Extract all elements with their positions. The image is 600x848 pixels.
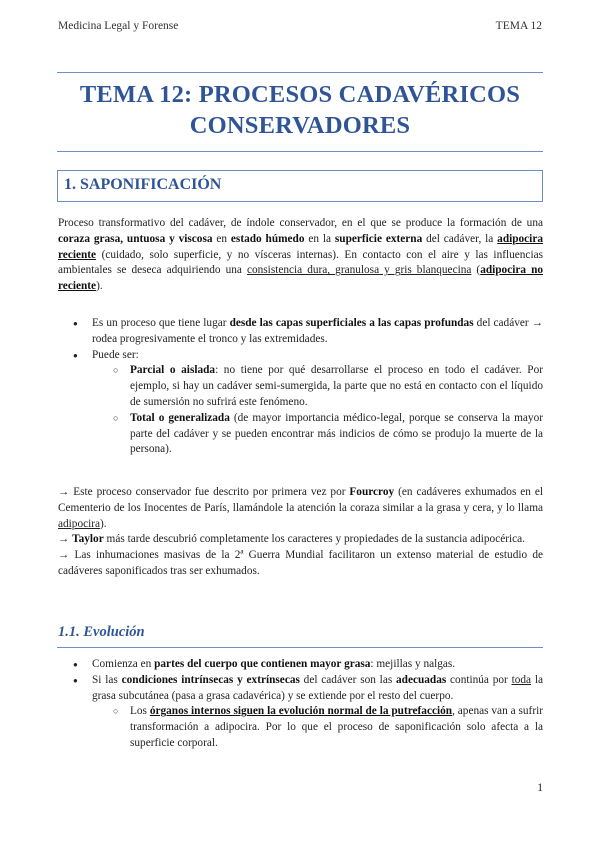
header-topic: TEMA 12 — [495, 20, 542, 32]
history-text: → — [58, 533, 73, 546]
sub-list-item — [58, 363, 543, 410]
intro-bold-underline: adipocira no reciente — [58, 264, 543, 293]
history-text: más tarde descubrió completamente los caracteres y propiedades de la sustancia adipocérica. — [103, 533, 525, 546]
item-text: del cadáver son las — [299, 673, 397, 686]
history-text: (en cadáveres exhumados en el Cementerio de los Inocentes de París, llamándole la atención la coraza similar a la grasa y cera, y lo llama — [58, 486, 543, 514]
item-bold: partes del cuerpo que contienen mayor grasa — [154, 658, 371, 670]
item-bold: Parcial o aislada — [130, 364, 216, 377]
intro-text: ). — [96, 280, 103, 293]
item-bold: desde las capas superficiales a las capas profundas — [229, 317, 474, 329]
history-line — [58, 548, 543, 580]
intro-bold: superficie externa — [334, 232, 423, 245]
intro-text: ( — [471, 264, 481, 277]
intro-paragraph — [58, 216, 543, 295]
intro-bold: estado húmedo — [230, 232, 305, 245]
item-text: Comienza en — [92, 658, 155, 670]
page-title-text — [57, 79, 543, 141]
item-text: Es un proceso que tiene lugar — [92, 317, 230, 329]
history-underline: adipocira — [58, 517, 101, 530]
history-paragraph — [58, 485, 543, 580]
running-header — [58, 20, 542, 36]
item-underline: toda — [511, 673, 532, 686]
history-line — [58, 532, 543, 548]
item-text: Los — [130, 705, 150, 718]
intro-text: en — [212, 232, 231, 245]
list-item — [58, 348, 543, 364]
item-text: continúa por — [446, 673, 512, 686]
subsection-heading: 1.1. Evolución — [58, 624, 145, 640]
subsection-divider — [57, 647, 543, 648]
intro-text: en la — [304, 232, 335, 245]
sub-list-item — [58, 704, 543, 751]
history-bold: Fourcroy — [349, 486, 395, 498]
history-bold: Taylor — [72, 533, 104, 546]
item-bold: Total o generalizada — [130, 411, 230, 424]
header-subject: Medicina Legal y Forense — [58, 20, 179, 32]
list-item — [58, 673, 543, 705]
page-number: 1 — [537, 782, 543, 794]
item-bold: condiciones intrínsecas y extrínsecas — [121, 673, 300, 686]
history-text: → Las inhumaciones masivas de la 2ª Guerra Mundial facilitaron un extenso material de estudio de cadáveres saponificados tras ser exhumados. — [58, 549, 543, 577]
intro-text: del cadáver, la — [422, 232, 498, 245]
evolution-list — [58, 657, 543, 752]
section-heading: 1. SAPONIFICACIÓN — [64, 176, 222, 193]
item-bold: adecuadas — [396, 673, 447, 686]
item-bold-underline: órganos internos siguen la evolución normal de la putrefacción — [149, 705, 453, 718]
item-text: Si las — [92, 673, 122, 686]
intro-underline: consistencia dura, granulosa y gris blanquecina — [246, 264, 472, 277]
section-heading-box — [57, 170, 543, 202]
page-title — [57, 72, 543, 152]
item-text: (de mayor importancia médico-legal, porque se conserva la mayor parte del cadáver y se pueden encontrar más indicios de cómo se produjo la muerte de la persona). — [130, 411, 543, 456]
item-text: Puede ser: — [92, 348, 139, 361]
intro-bold-underline: adipocira reciente — [58, 232, 543, 261]
bullet-list — [58, 316, 543, 458]
item-text: : no tiene por qué desarrollarse el proceso en todo el cadáver. Por ejemplo, si hay un cadáver semi-sumergida, la parte que no está en contacto con el líquido de sumersión no sufrirá este fenómeno. — [130, 364, 543, 408]
item-text: del cadáver → rodea progresivamente el tronco y las extremidades. — [92, 317, 543, 345]
list-item — [58, 657, 543, 673]
list-item — [58, 316, 543, 348]
history-text: → Este proceso conservador fue descrito por primera vez por — [58, 486, 350, 498]
title-line-2: CONSERVADORES — [189, 112, 411, 139]
item-text: : mejillas y nalgas. — [370, 658, 456, 670]
intro-text: Proceso transformativo del cadáver, de índole conservador, en el que se produce la formación de una — [58, 217, 543, 229]
item-text: , apenas van a sufrir transformación a adipocira. Por lo que el proceso de saponificación solo afecta a la superficie corporal. — [130, 705, 543, 749]
title-line-1: TEMA 12: PROCESOS CADAVÉRICOS — [79, 81, 521, 108]
intro-bold: coraza grasa, untuosa y viscosa — [58, 232, 213, 245]
history-text: ). — [100, 517, 107, 530]
intro-text: (cuidado, solo superficie, y no vísceras internas). En contacto con el aire y las influencias ambientales se deseca adquiriendo una — [58, 248, 543, 277]
history-line — [58, 485, 543, 532]
item-text: la grasa subcutánea (pasa a grasa cadavérica) y se extiende por el resto del cuerpo. — [92, 673, 543, 702]
sub-list-item — [58, 411, 543, 458]
